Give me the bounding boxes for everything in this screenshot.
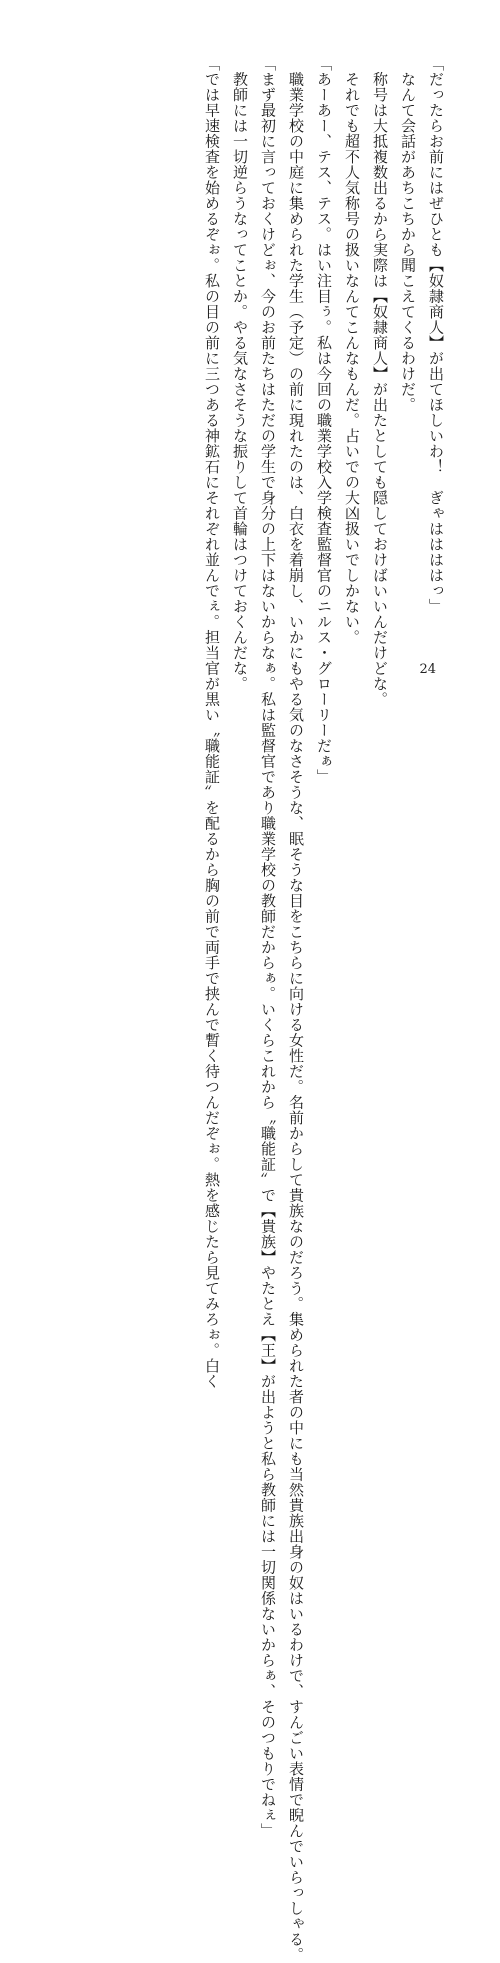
text-line: 「では早速検査を始めるぞぉ。私の目の前に三つある神鉱石にそれぞれ並んでぇ。担当官が黒い〝職能証〟を配るから胸の前で両手で挟んで暫く待つんだぞぉ。熱を感じたら見てみろぉ。白く xyxy=(203,56,221,1389)
text-line: 「まず最初に言っておくけどぉ、今のお前たちはただの学生で身分の上下はないからなぁ。私は監督官であり職業学校の教師だからぁ。いくらこれから〝職能証〟で【貴族】やたとえ【王】が出ようと私ら教師には一切関係ないからぁ、そのつもりでねぇ」 xyxy=(259,56,277,1839)
text-line: それでも超不人気称号の扱いなんてこんなもんだ。占いでの大凶扱いでしかない。 xyxy=(343,56,361,645)
text-line: 「あーあー、テス、テス。はい注目ぅ。私は今回の職業学校入学検査監督官のニルス・グローリーだぁ」 xyxy=(315,56,333,785)
text-line: 「だったらお前にはぜひとも【奴隷商人】が出てほしいわ！ ぎゃははははっ」 xyxy=(427,56,445,614)
text-line: 職業学校の中庭に集められた学生（予定）の前に現れたのは、白衣を着崩し、いかにもやる気のなさそうな、眠そうな目をこちらに向ける女性だ。名前からして貴族なのだろう。集められた者の中にも当然貴族出身の奴はいるわけで、すんごい表情で睨んでいらっしゃる。 xyxy=(287,56,305,1963)
text-line: 教師には一切逆らうなってことか。やる気なさそうな振りして首輪はつけておくんだな。 xyxy=(231,56,249,692)
text-line: なんて会話があちこちから聞こえてくるわけだ。 xyxy=(399,56,417,413)
text-line: 称号は大抵複数出るから実際は【奴隷商人】が出たとしても隠しておけばいいんだけどな。 xyxy=(371,56,389,707)
page-number: 24 xyxy=(419,662,436,677)
